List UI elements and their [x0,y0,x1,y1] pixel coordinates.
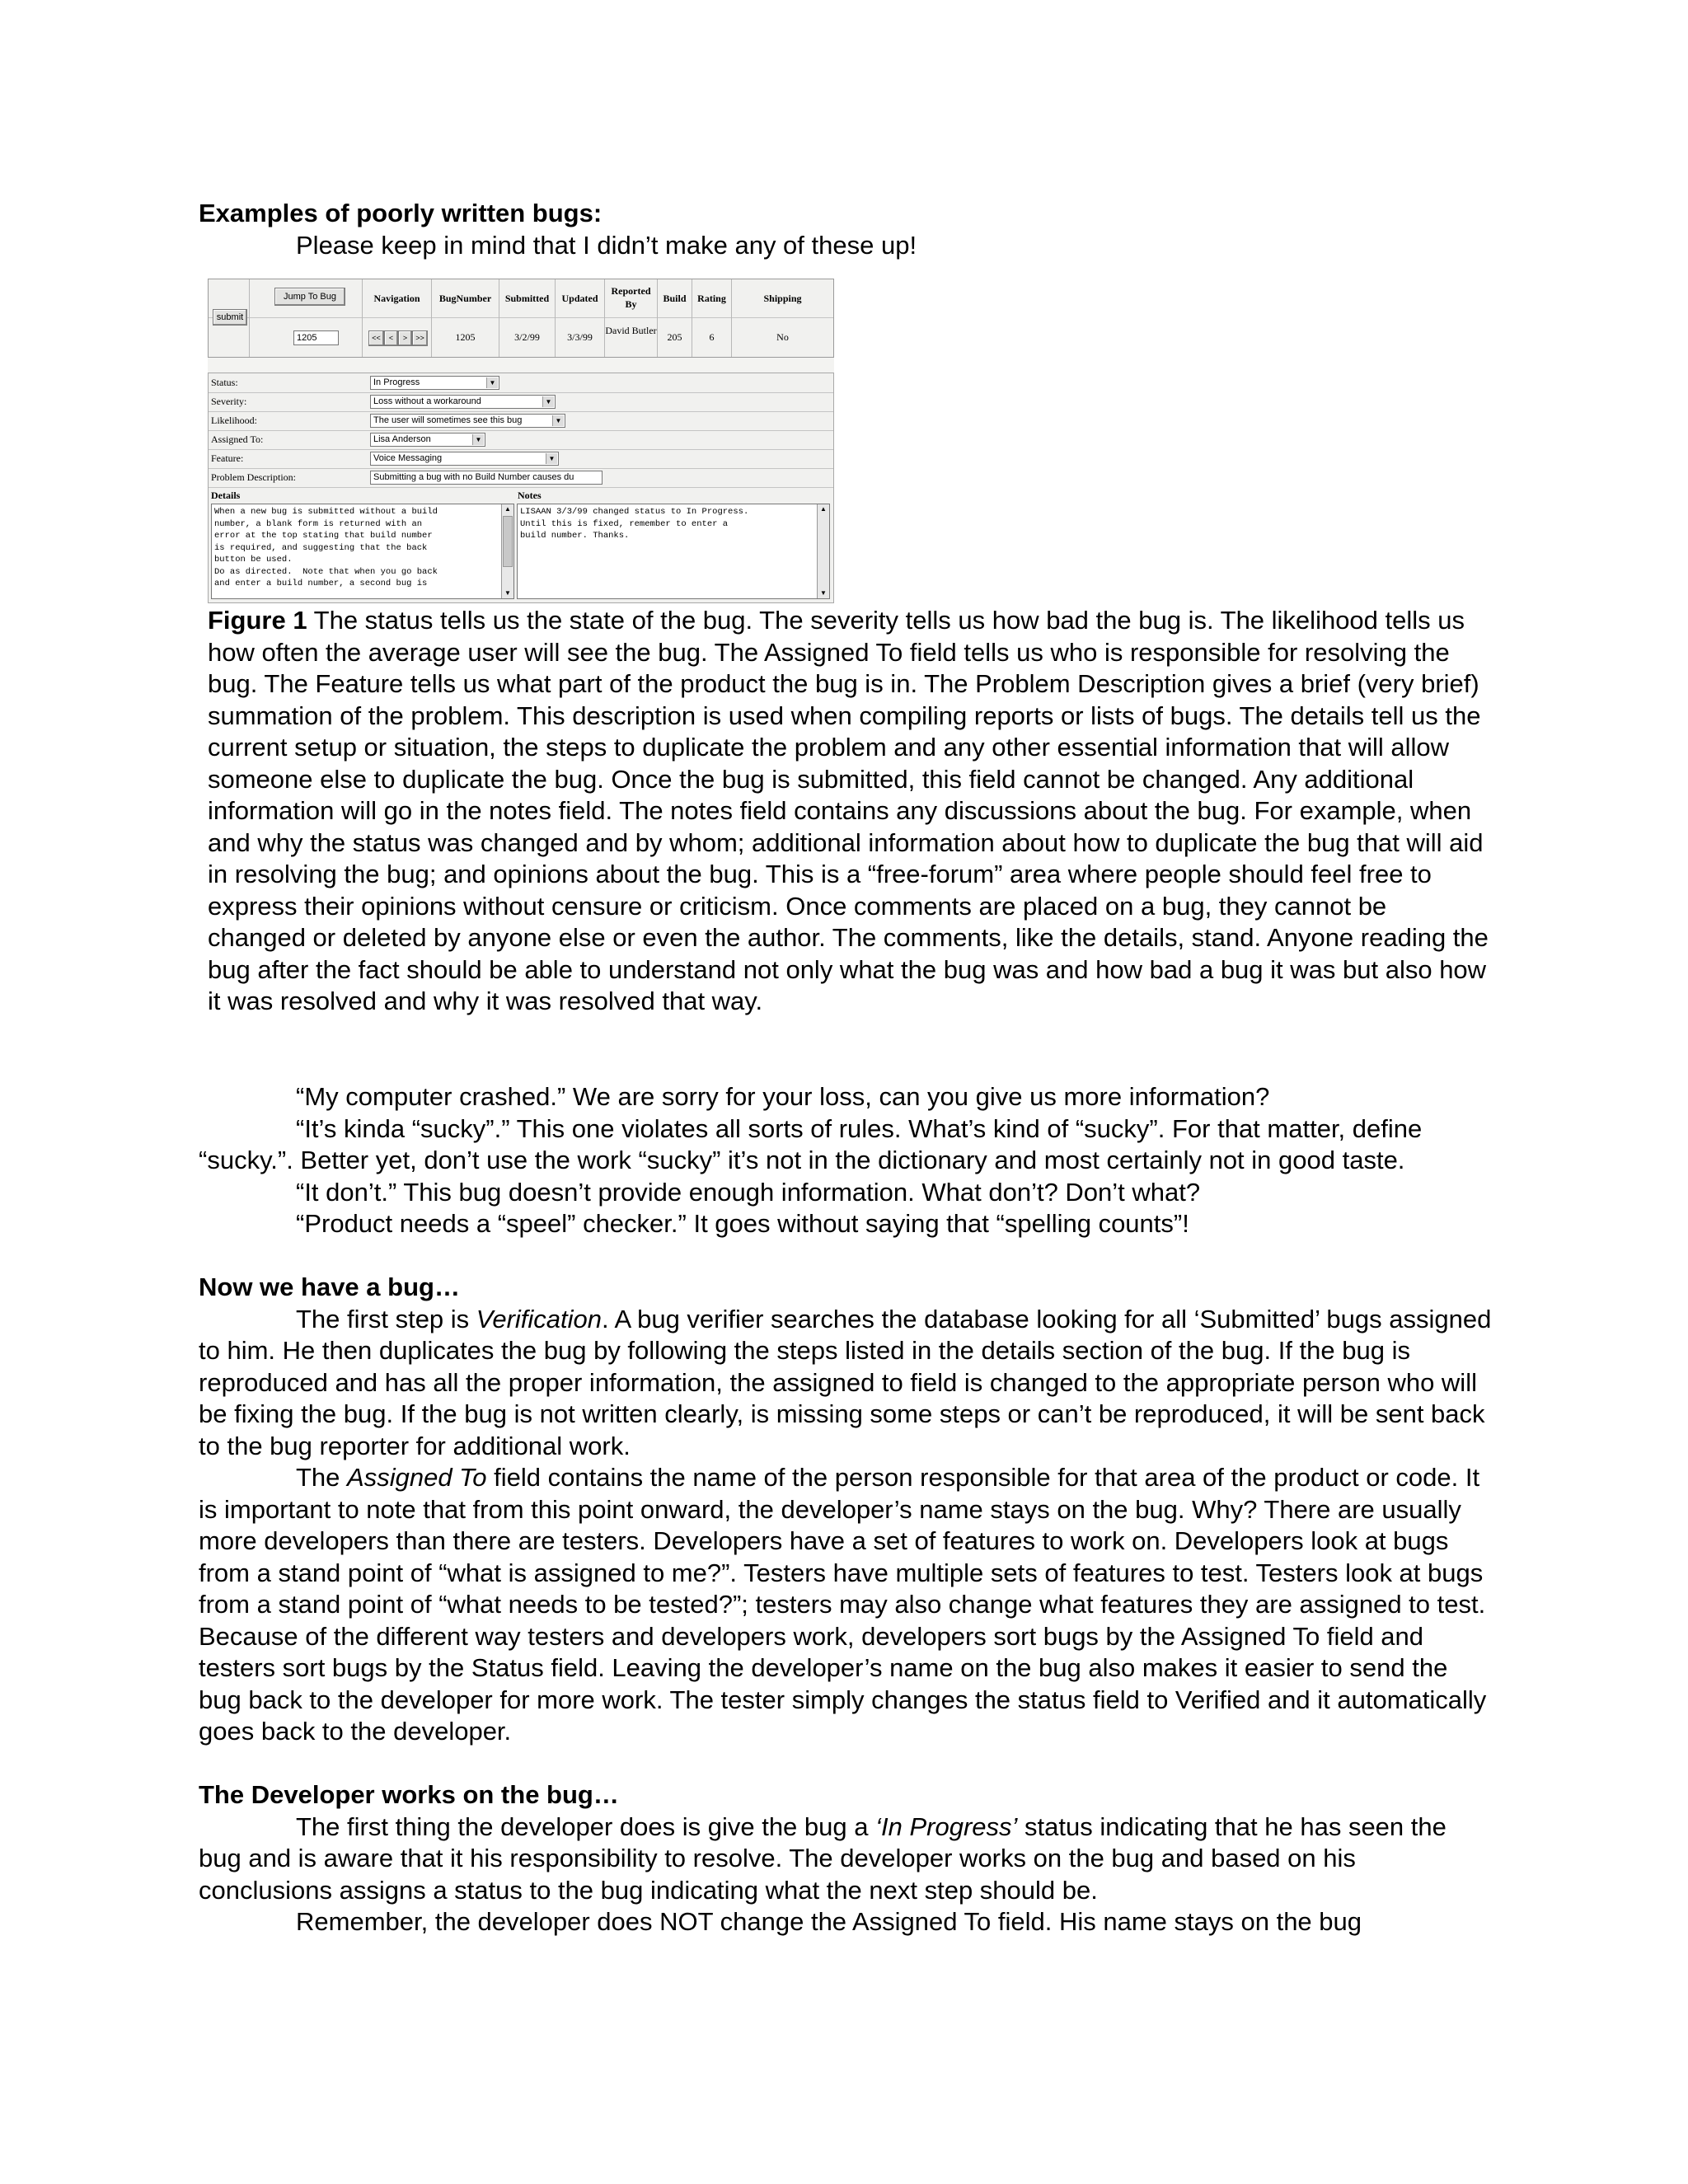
notes-text: LISAAN 3/3/99 changed status to In Progress. Until this is fixed, remember to enter a build number. Thanks. [520,507,749,541]
caption-text: The status tells us the state of the bug. The severity tells us how bad the bug is. The likelihood tells us how often the average user will see the bug. The Assigned To field tells us who is responsible for resolving the bug. The Feature tells us what part of the product the bug is in. The Problem Description gives a brief (very brief) summation of the problem. This description is used when compiling reports or lists of bugs. The details tell us the current setup or situation, the steps to duplicate the problem and any other essential information that will allow someone else to duplicate the bug. Once the bug is submitted, this field cannot be changed. Any additional information will go in the notes field. The notes field contains any discussions about the bug. For example, when and why the status was changed and by whom; additional information about how to duplicate the bug that will aid in resolving the bug; and opinions about the bug. This is a “free-forum” area where people should feel free to express their opinions without censure or criticism. Once comments are placed on a bug, they cannot be changed or deleted by anyone else or even the author. The comments, like the details, stand. Anyone reading the bug after the fact should be able to understand not only what the bug was and how bad a bug it was but also how it was resolved and why it was resolved that way. [208,606,1489,1015]
bug-fields-panel [208,373,834,603]
nav-prev-button[interactable]: < [384,330,398,346]
col-updated: Updated [556,279,605,318]
submitted-value: 3/2/99 [499,318,556,357]
notes-scrollbar[interactable] [817,504,829,598]
build-value: 205 [658,318,692,357]
details-label: Details [211,490,241,501]
bug-header-table [208,279,834,358]
status-select[interactable]: In Progress ▼ [370,376,499,390]
heading-developer-works: The Developer works on the bug… [199,1780,619,1809]
field-label-likelihood: Likelihood: [211,415,257,426]
updated-value: 3/3/99 [556,318,605,357]
scroll-thumb[interactable] [503,516,513,567]
field-label-problem-description: Problem Description: [211,471,296,483]
scroll-down-icon: ▼ [504,589,511,597]
severity-select[interactable]: Loss without a workaround ▼ [370,395,556,409]
scroll-up-icon: ▲ [504,505,511,513]
chevron-down-icon: ▼ [546,453,557,464]
details-text: When a new bug is submitted without a build number, a blank form is returned with an error at the top stating that build number is required, and suggesting that the back button be used. Do as directed. Note that when you go back and enter a build number, a second bug is [214,507,438,588]
chevron-down-icon: ▼ [472,434,484,445]
example-3: “It don’t.” This bug doesn’t provide enough information. What don’t? Don’t what? [296,1177,1201,1207]
heading-poorly-written-bugs: Examples of poorly written bugs: [199,199,603,227]
field-label-status: Status: [211,377,238,388]
chevron-down-icon: ▼ [552,415,564,426]
feature-select[interactable]: Voice Messaging ▼ [370,452,559,466]
problem-description-input[interactable]: Submitting a bug with no Build Number causes du [370,471,603,485]
in-progress-paragraph: The first thing the developer does is give the bug a ‘In Progress’ status indicating that he has seen the bug and is aware that it his responsibility to resolve. The developer works on the bug and based on his conclusions assigns a status to the bug indicating what the next step should be. [199,1811,1447,1905]
notes-textarea[interactable] [517,504,830,599]
submit-button[interactable]: submit [213,309,247,326]
jump-to-bug-button[interactable]: Jump To Bug [274,288,345,306]
figure-caption [208,605,1489,1018]
heading-now-we-have-a-bug: Now we have a bug… [199,1272,460,1301]
chevron-down-icon: ▼ [542,396,554,407]
col-rating: Rating [692,279,732,318]
example-2: “It’s kinda “sucky”.” This one violates all sorts of rules. What’s kind of “sucky”. For that matter, define “sucky.”. Better yet, don’t use the work “sucky” it’s not in the dictionary and most certainly not in good taste. [199,1113,1423,1174]
nav-first-button[interactable]: << [368,330,384,346]
shipping-value: No [776,331,789,343]
col-build: Build [658,279,692,318]
nav-next-button[interactable]: > [398,330,412,346]
caption-label: Figure 1 [208,606,307,635]
scroll-up-icon: ▲ [820,505,827,513]
example-4: “Product needs a “speel” checker.” It goes without saying that “spelling counts”! [296,1209,1189,1238]
remember-paragraph: Remember, the developer does NOT change the Assigned To field. His name stays on the bug [296,1907,1362,1936]
col-reported-by: Reported By [605,279,658,318]
rating-value: 6 [692,318,732,357]
col-shipping: Shipping [763,293,802,304]
likelihood-select[interactable]: The user will sometimes see this bug ▼ [370,414,565,428]
col-submitted: Submitted [499,279,556,318]
jump-bug-input[interactable]: 1205 [293,330,339,345]
nav-last-button[interactable]: >> [412,330,428,346]
scroll-down-icon: ▼ [820,589,827,597]
col-navigation: Navigation [363,279,432,318]
body-text [199,1081,1493,1938]
verification-paragraph: The first step is Verification. A bug verifier searches the database looking for all ‘Submitted’ bugs assigned to him. He then duplicates the bug by following the steps listed in the details section of the bug. If the bug is reproduced and has all the proper information, the assigned to field is changed to the appropriate person who will be fixing the bug. If the bug is not written clearly, is missing some steps or can’t be reproduced, it will be sent back to the bug reporter for additional work. [199,1304,1492,1460]
assigned-to-paragraph: The Assigned To field contains the name of the person responsible for that area of the product or code. It is important to note that from this point onward, the developer’s name stays on the bug. Why? There are usually more developers than there are testers. Developers have a set of features to work on. Developers look at bugs from a stand point of “what is assigned to me?”. Testers have multiple sets of features to test. Testers look at bugs from a stand point of “what needs to be tested?”; testers may also change what features they are assigned to test. Because of the different way testers and developers work, developers sort bugs by the Assigned To field and testers sort bugs by the Status field. Leaving the developer’s name on the bug also makes it easier to send the bug back to the developer for more work. The tester simply changes the status field to Verified and it automatically goes back to the developer. [199,1463,1487,1746]
reported-by-value: David Butler [605,318,658,357]
assigned-to-select[interactable]: Lisa Anderson ▼ [370,433,485,447]
section-intro [199,198,1493,261]
example-1: “My computer crashed.” We are sorry for your loss, can you give us more information? [296,1082,1270,1111]
field-label-severity: Severity: [211,396,247,407]
field-label-feature: Feature: [211,452,244,464]
notes-label: Notes [518,490,542,501]
bug-form-figure [208,279,834,602]
intro-paragraph: Please keep in mind that I didn’t make any of these up! [296,230,917,260]
chevron-down-icon: ▼ [486,377,498,388]
bugnumber-value: 1205 [432,318,499,357]
field-label-assigned-to: Assigned To: [211,434,264,445]
details-textarea[interactable] [211,504,514,599]
details-scrollbar[interactable] [501,504,513,598]
col-bugnumber: BugNumber [432,279,499,318]
